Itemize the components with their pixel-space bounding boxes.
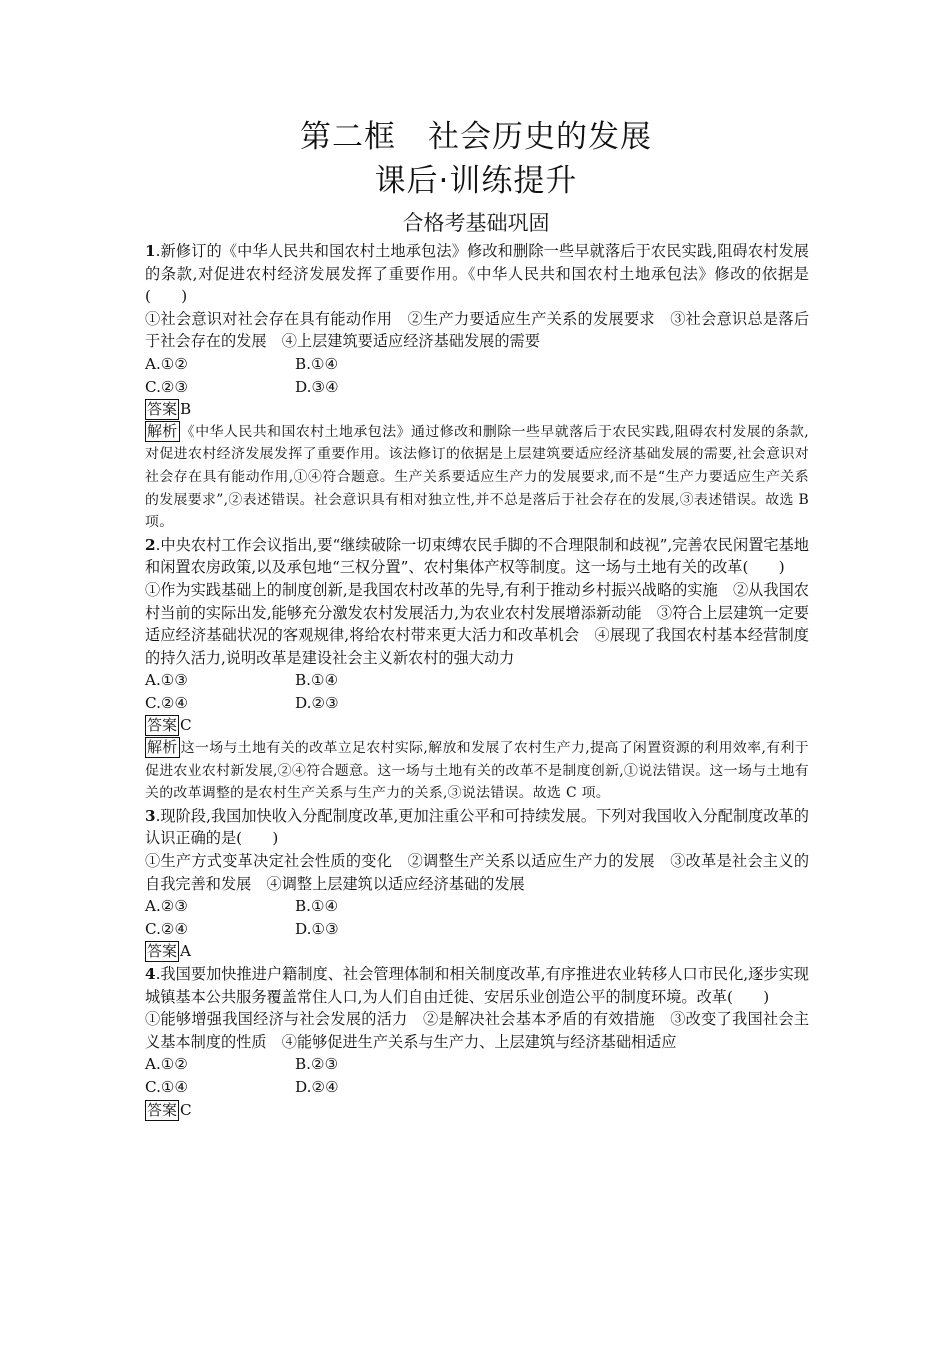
answer-label: 答案	[147, 1100, 178, 1119]
option-a: A.①③	[145, 671, 189, 690]
option-b: B.①④	[295, 897, 339, 916]
option-d: D.①③	[295, 919, 339, 938]
analysis-label: 解析	[147, 738, 178, 757]
option-d: D.②④	[295, 1077, 339, 1096]
answer-value: B	[180, 400, 192, 419]
page-subtitle: 课后·训练提升	[374, 163, 578, 199]
section-heading: 合格考基础巩固	[402, 211, 550, 235]
questions-content	[145, 240, 809, 1121]
question-2	[145, 534, 809, 805]
question-items: ①作为实践基础上的制度创新,是我国农村改革的先导,有利于推动乡村振兴战略的实施 ②从我国农村当前的实际出发,能够充分激发农村发展活力,为农业农村发展增添新动能 ③符合上层建筑一定要适应经济基础状况的客观规律,将给农村带来更大活力和改革机会 ④展现了我国农村基本经营制度的持久活力,说明改革是建设社会主义新农村的强大动力	[145, 580, 809, 667]
question-items: ①社会意识对社会存在具有能动作用 ②生产力要适应生产关系的发展要求 ③社会意识总是落后于社会存在的发展 ④上层建筑要适应经济基础发展的需要	[145, 309, 809, 351]
option-a: A.②③	[145, 897, 189, 916]
option-c: C.②③	[145, 377, 189, 396]
question-number: 2	[145, 535, 156, 554]
option-b: B.①④	[295, 354, 339, 373]
analysis-text: 这一场与土地有关的改革立足农村实际,解放和发展了农村生产力,提高了闲置资源的利用效率,有利于促进农业农村新发展,②④符合题意。这一场与土地有关的改革不是制度创新,①说法错误。这一场与土地有关的改革调整的是农村生产关系与生产力的关系,③说法错误。故选 C 项。	[145, 740, 809, 802]
answer-label: 答案	[147, 400, 178, 419]
question-number: 4	[145, 965, 156, 983]
option-d: D.③④	[295, 377, 339, 396]
question-stem: .现阶段,我国加快收入分配制度改革,更加注重公平和可持续发展。下列对我国收入分配制度改革的认识正确的是( )	[145, 806, 809, 848]
answer-label: 答案	[147, 942, 178, 961]
option-c: C.②④	[145, 693, 189, 712]
option-b: B.①④	[295, 671, 339, 690]
question-1	[145, 240, 809, 534]
page-title: 第二框 社会历史的发展	[300, 119, 652, 155]
question-stem: .中央农村工作会议指出,要“继续破除一切束缚农民手脚的不合理限制和歧视”,完善农民闲置宅基地和闲置农房政策,以及承包地“三权分置”、农村集体产权等制度。这一场与土地有关的改革( )	[145, 535, 809, 577]
question-4	[145, 963, 809, 1121]
question-stem: .我国要加快推进户籍制度、社会管理体制和相关制度改革,有序推进农业转移人口市民化,逐步实现城镇基本公共服务覆盖常住人口,为人们自由迁徙、安居乐业创造公平的制度环境。改革( )	[145, 965, 809, 1006]
answer-value: C	[180, 716, 192, 735]
question-items: ①生产方式变革决定社会性质的变化 ②调整生产关系以适应生产力的发展 ③改革是社会主义的自我完善和发展 ④调整上层建筑以适应经济基础的发展	[145, 852, 809, 893]
question-number: 1	[145, 242, 156, 260]
question-stem: .新修订的《中华人民共和国农村土地承包法》修改和删除一些早就落后于农民实践,阻碍农村发展的条款,对促进农村经济发展发挥了重要作用。《中华人民共和国农村土地承包法》修改的依据是( )	[145, 242, 809, 306]
answer-label: 答案	[147, 716, 178, 735]
option-a: A.①②	[145, 1055, 189, 1074]
analysis-text: 《中华人民共和国农村土地承包法》通过修改和删除一些早就落后于农民实践,阻碍农村发展的条款,对促进农村经济发展发挥了重要作用。该法修订的依据是上层建筑要适应经济基础发展的需要,社会意识对社会存在具有能动作用,①④符合题意。生产关系要适应生产力的发展要求,而不是“生产力要适应生产关系的发展要求”,②表述错误。社会意识具有相对独立性,并不总是落后于社会存在的发展,③表述错误。故选 B 项。	[145, 423, 809, 531]
option-c: C.①④	[145, 1077, 189, 1096]
option-a: A.①②	[145, 354, 189, 373]
option-c: C.②④	[145, 919, 189, 938]
answer-value: C	[180, 1100, 192, 1119]
option-b: B.②③	[295, 1055, 339, 1074]
answer-value: A	[180, 942, 191, 961]
option-d: D.②③	[295, 693, 339, 712]
question-items: ①能够增强我国经济与社会发展的活力 ②是解决社会基本矛盾的有效措施 ③改变了我国社会主义基本制度的性质 ④能够促进生产关系与生产力、上层建筑与经济基础相适应	[145, 1010, 809, 1051]
analysis-label: 解析	[147, 421, 178, 440]
question-number: 3	[145, 806, 156, 825]
question-3	[145, 805, 809, 963]
